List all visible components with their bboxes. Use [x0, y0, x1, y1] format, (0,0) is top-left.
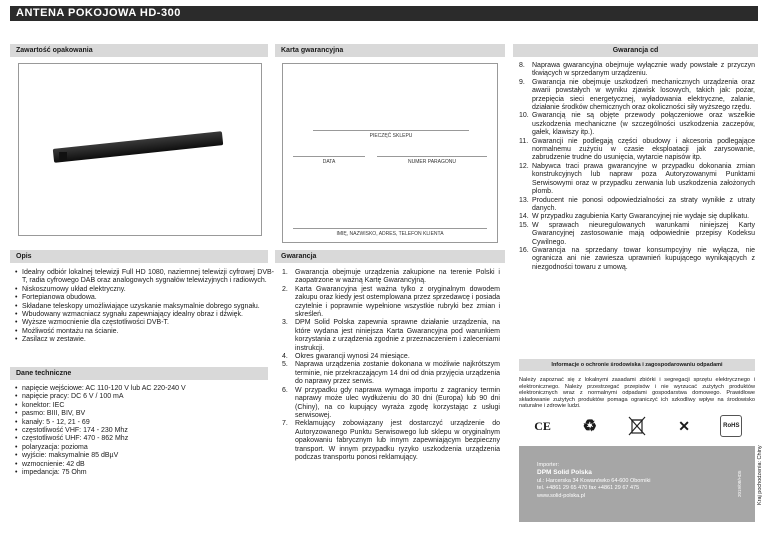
importer-info: [519, 446, 755, 522]
antenna-image: [53, 131, 224, 163]
warranty-card-form: [282, 63, 498, 243]
header-eco-info: Informacje o ochronie środowiska i zagospodarowaniu odpadami: [519, 359, 755, 371]
warranty-terms: [282, 269, 500, 462]
receipt-label: NUMER PARAGONU: [408, 159, 456, 165]
eco-text: Należy zapoznać się z lokalnymi zasadami zbiórki i segregacji sprzętu elektrycznego i elektronicznego. Należy przestrzegać przepisów i nie wyrzucać zużytych produktów elektronicznych wraz z normalnymi odpadami gospodarstwa domowego. Prawidłowe składowanie zużytych produktów pomaga ograniczyć ich szkodliwy wpływ na środowisko naturalne i zdrowie ludzi.: [519, 377, 755, 410]
list-item: 3. DPM Solid Polska zapewnia sprawne działanie urządzenia, na które wydana jest niniejsza Karta Gwarancyjna pod warunkiem korzystania z urządzenia zgodnie z przeznaczeniem i zaleceniami instrukcji.: [282, 319, 500, 352]
list-item: 14. W przypadku zagubienia Karty Gwarancyjnej nie wydaje się duplikatu.: [519, 213, 750, 221]
importer-address: ul.: Harcerska 34 Kowanówko 64-600 Oborniki: [537, 477, 651, 484]
list-item: 6. W przypadku gdy naprawa wymaga importu z zagranicy termin naprawy może ulec wydłużeniu do 30 dni (Europa) lub 90 dni (Chiny), na co kupujący wyraża zgodę korzystając z usługi serwisowej.: [282, 386, 500, 419]
header-package-contents: Zawartość opakowania: [10, 44, 268, 57]
list-item: • wzmocnienie: 42 dB: [22, 461, 274, 469]
header-tech-data: Dane techniczne: [10, 367, 268, 380]
importer-web: www.solid-polska.pl: [537, 492, 585, 499]
customer-label: IMIĘ, NAZWISKO, ADRES, TELEFON KLIENTA: [336, 231, 444, 237]
list-item: 4. Okres gwarancji wynosi 24 miesiące.: [282, 353, 410, 361]
warranty-terms-cont: [519, 62, 755, 272]
product-image: [18, 63, 262, 236]
list-item: 9. Gwarancja nie obejmuje uszkodzeń mechanicznych urządzenia oraz awarii powstałych w wyniku zjawisk losowych, takich jak: pożar, przepięcia sieci energetycznej, wyładowania elektryczne, zalanie, działanie środków chemicznych oraz okoliczności siły wyższego rzędu.: [519, 78, 755, 112]
document-title: ANTENA POKOJOWA HD-300: [10, 6, 758, 21]
customer-line: [293, 228, 487, 229]
importer-label: Importer:: [537, 462, 560, 468]
date-line: [293, 156, 365, 157]
list-item: • wyjście: maksymalnie 85 dBµV: [22, 452, 274, 460]
header-warranty: Gwarancja: [275, 250, 505, 263]
stamp-line: [313, 130, 469, 131]
list-item: 5. Naprawa urządzenia zostanie dokonana w możliwie najkrótszym terminie, nie przekraczającym 14 dni od dnia przyjęcia urządzenia do naprawy przez serwis.: [282, 361, 500, 386]
importer-phone: tel. +4861 29 65 470 fax +4861 29 67 475: [537, 485, 640, 492]
list-item: • kanały: 5 - 12, 21 - 69: [22, 419, 274, 427]
header-warranty-card: Karta gwarancyjna: [275, 44, 505, 57]
certification-icons: [519, 410, 755, 442]
bin-crossed-icon: [626, 415, 648, 437]
list-item: • częstotliwość UHF: 470 - 862 Mhz: [22, 435, 274, 443]
list-item: 12. Nabywca traci prawa gwarancyjne w przypadku dokonania zmian konstrukcyjnych lub napraw poza Autoryzowanymi Punktami Serwisowymi oraz w przypadku zerwania lub uszkodzenia założonych plomb.: [519, 162, 755, 196]
list-item: • Zasilacz w zestawie.: [22, 336, 274, 344]
list-item: 16. Gwarancja na sprzedany towar konsumpcyjny nie wyłącza, nie ogranicza ani nie zawiesza uprawnień kupującego wynikających z niezgodności towaru z umową.: [519, 246, 755, 271]
list-item: • Możliwość montażu na ścianie.: [22, 328, 274, 336]
list-item: 1. Gwarancja obejmuje urządzenia zakupione na terenie Polski i zaopatrzone w ważną Kartę Gwarancyjną.: [282, 269, 500, 285]
list-item: • Idealny odbiór lokalnej telewizji Full HD 1080, naziemnej telewizji cyfrowej DVB-T, radia cyfrowego DAB oraz analogowych sygnałów telewizyjnych i radiowych.: [22, 269, 274, 286]
list-item: • Składane teleskopy umożliwiające uzyskanie maksymalnie dobrego sygnału.: [22, 303, 274, 311]
list-item: • Fortepianowa obudowa.: [22, 294, 274, 302]
list-item: • Wyższe wzmocnienie dla częstotliwości DVB-T.: [22, 319, 274, 327]
list-item: 8. Naprawa gwarancyjna obejmuje wyłącznie wady powstałe z przyczyn tkwiących w sprzedanym urządzeniu.: [519, 62, 755, 78]
tech-list: [14, 385, 274, 477]
importer-name: DPM Solid Polska: [537, 469, 592, 477]
list-item: • pasmo: BIII, BIV, BV: [22, 410, 274, 418]
header-warranty-cont: Gwarancja cd: [513, 44, 758, 57]
list-item: • polaryzacja: pozioma: [22, 444, 274, 452]
ce-mark-icon: CE: [534, 418, 551, 433]
list-item: • konektor: IEC: [22, 402, 274, 410]
list-item: • impedancja: 75 Ohm: [22, 469, 274, 477]
list-item: • Wbudowany wzmacniacz sygnału zapewniający idealny obraz i dźwięk.: [22, 311, 274, 319]
list-item: • napięcie wejściowe: AC 110-120 V lub AC 220-240 V: [22, 385, 274, 393]
batch-code: 2019/08/HD5: [737, 470, 742, 498]
list-item: 7. Reklamujący zobowiązany jest dostarczyć urządzenie do Autoryzowanego Punktu Serwisowego lub sklepu w oryginalnym opakowaniu fabrycznym lub innym zapewniającym bezpieczny transport. W innym przypadku ryzyko uszkodzenia urządzenia podczas transportu ponosi reklamujący.: [282, 420, 500, 461]
list-item: • częstotliwość VHF: 174 - 230 Mhz: [22, 427, 274, 435]
list-item: 10. Gwarancją nie są objęte przewody połączeniowe oraz wszelkie uszkodzenia mechaniczne (w szczególności uszkodzenia zaczepów, gałek, klawiszy itp.).: [519, 112, 755, 137]
country-of-origin: Kraj pochodzenia: Chiny: [757, 445, 763, 505]
list-item: 2. Karta Gwarancyjna jest ważna tylko z oryginalnym dowodem zakupu oraz kiedy jest ostemplowana przez sprzedawcę i posiada czytelnie i poprawnie wypełnione wszystkie rubryki bez zmian i skreśleń.: [282, 285, 500, 319]
list-item: 15. W sprawach nieuregulowanych warunkami niniejszej Karty Gwarancyjnej zastosowanie mają odpowiednie przepisy Kodeksu Cywilnego.: [519, 221, 755, 246]
list-item: 11. Gwarancji nie podlegają części obudowy i akcesoria podlegające normalnemu zużyciu w czasie eksploatacji jak zarysowanie, zabrudzenie trudne do usunięcia, wytarcie napisów itp.: [519, 137, 755, 162]
x-mark-icon: ✕: [678, 417, 691, 434]
list-item: • Niskoszumowy układ elektryczny.: [22, 286, 274, 294]
list-item: • napięcie pracy: DC 6 V / 100 mA: [22, 393, 274, 401]
list-item: 13. Producent nie ponosi odpowiedzialności za straty wynikłe z utraty danych.: [519, 196, 755, 212]
header-description: Opis: [10, 250, 268, 263]
rohs-icon: RoHS: [720, 415, 742, 437]
date-label: DATA: [322, 159, 336, 165]
description-list: [14, 269, 274, 345]
stamp-label: PIECZĘĆ SKLEPU: [369, 133, 413, 139]
recycle-icon: ♻: [582, 418, 597, 435]
antenna-stand: [59, 152, 67, 160]
receipt-line: [377, 156, 487, 157]
